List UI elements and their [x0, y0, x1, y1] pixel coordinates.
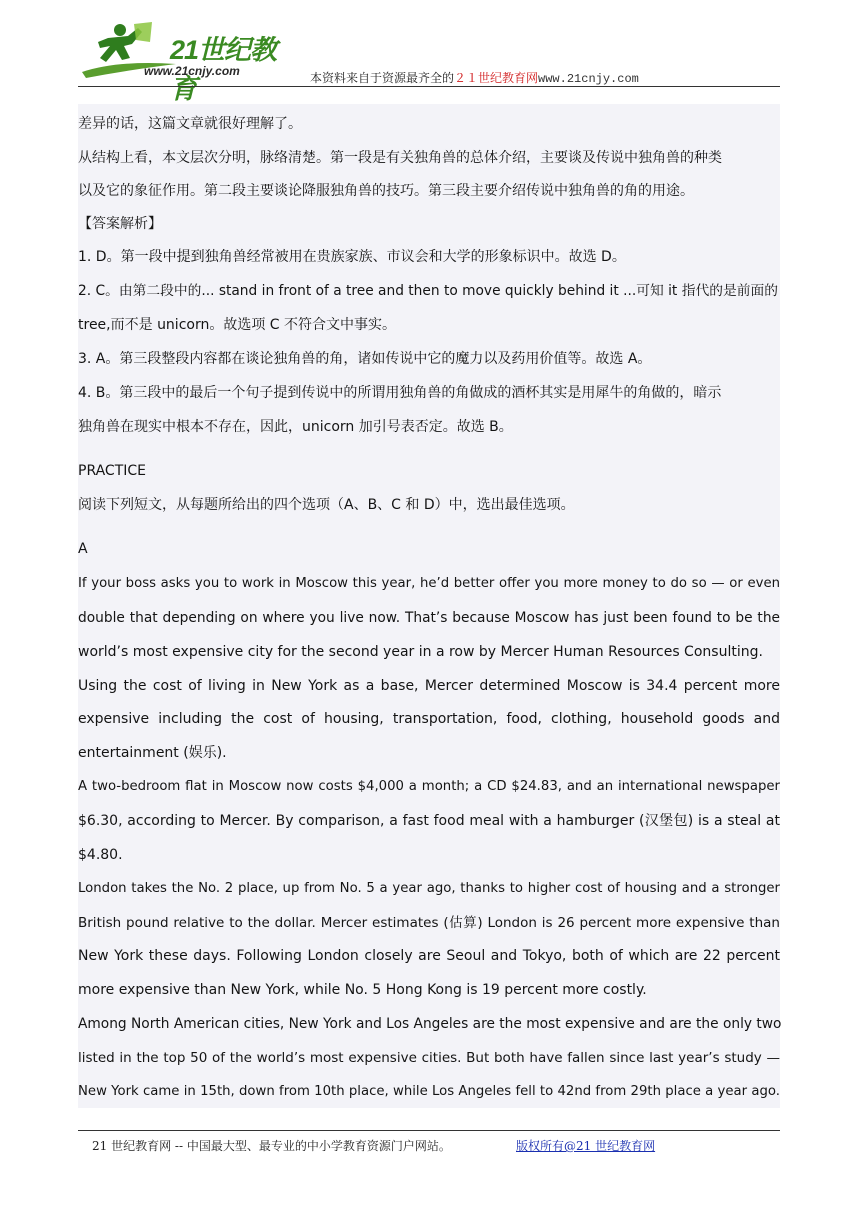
text-line: tree,而不是 unicorn。故选项 C 不符合文中事实。: [78, 317, 397, 333]
passage-line: New York these days. Following London closely are Seoul and Tokyo, both of which are 22 percent: [78, 948, 780, 964]
passage-line: listed in the top 50 of the world’s most expensive cities. But both have fallen since last year’s study —: [78, 1050, 780, 1066]
page-header: [78, 20, 780, 104]
passage-line: $4.80.: [78, 847, 123, 863]
header-divider: [78, 86, 780, 87]
passage-line: entertainment (娱乐).: [78, 745, 227, 761]
site-logo[interactable]: [78, 20, 288, 104]
passage-line: New York came in 15th, down from 10th place, while Los Angeles fell to 42nd from 29th place a year ago.: [78, 1084, 780, 1099]
text-line: 以及它的象征作用。第二段主要谈论降服独角兽的技巧。第三段主要介绍传说中独角兽的角的用途。: [78, 183, 694, 199]
header-site-url[interactable]: www.21cnjy.com: [538, 72, 639, 86]
footer-divider: [78, 1130, 780, 1131]
passage-line: London takes the No. 2 place, up from No. 5 a year ago, thanks to higher cost of housing and a stronger: [78, 881, 780, 896]
passage-line: expensive including the cost of housing, transportation, food, clothing, household goods and: [78, 711, 780, 727]
passage-line: Using the cost of living in New York as a base, Mercer determined Moscow is 34.4 percent more: [78, 678, 780, 694]
document-body: [78, 104, 780, 1108]
text-line: 从结构上看，本文层次分明，脉络清楚。第一段是有关独角兽的总体介绍，主要谈及传说中独角兽的种类: [78, 150, 722, 166]
practice-heading: PRACTICE: [78, 463, 147, 479]
passage-line: world’s most expensive city for the second year in a row by Mercer Human Resources Consulting.: [78, 644, 763, 660]
copyright-link[interactable]: 版权所有@21 世纪教育网: [516, 1139, 656, 1153]
passage-line: British pound relative to the dollar. Mercer estimates (估算) London is 26 percent more expensive than: [78, 915, 780, 931]
header-site-name: ２１世纪教育网: [454, 71, 539, 85]
text-line: 3. A。第三段整段内容都在谈论独角兽的角，诸如传说中它的魔力以及药用价值等。故选 A。: [78, 351, 652, 367]
passage-label: A: [78, 541, 88, 557]
passage-line: $6.30, according to Mercer. By comparison, a fast food meal with a hamburger (汉堡包) is a steal at: [78, 813, 780, 829]
instruction-line: 阅读下列短文，从每题所给出的四个选项（A、B、C 和 D）中，选出最佳选项。: [78, 497, 575, 513]
text-line: 差异的话，这篇文章就很好理解了。: [78, 116, 302, 132]
logo-url: www.21cnjy.com: [144, 64, 240, 78]
passage-line: A two-bedroom flat in Moscow now costs $4,000 a month; a CD $24.83, and an international newspaper: [78, 779, 780, 794]
section-heading: 【答案解析】: [78, 216, 162, 232]
logo-text: 21世纪教育: [170, 35, 277, 104]
footer-text: 21 世纪教育网 -- 中国最大型、最专业的中小学教育资源门户网站。: [92, 1139, 451, 1153]
passage-line: double that depending on where you live now. That’s because Moscow has just been found to be the: [78, 610, 780, 626]
passage-line: Among North American cities, New York and Los Angeles are the most expensive and are the only two: [78, 1016, 782, 1032]
text-line: 1. D。第一段中提到独角兽经常被用在贵族家族、市议会和大学的形象标识中。故选 D。: [78, 249, 626, 265]
text-line: 4. B。第三段中的最后一个句子提到传说中的所谓用独角兽的角做成的酒杯其实是用犀牛的角做的，暗示: [78, 385, 722, 401]
header-note-prefix: 本资料来自于资源最齐全的: [310, 71, 455, 85]
passage-line: more expensive than New York, while No. 5 Hong Kong is 19 percent more costly.: [78, 982, 647, 998]
text-line: 2. C。由第二段中的... stand in front of a tree and then to move quickly behind it ...可知 it 指代的是前面的: [78, 283, 778, 299]
passage-line: If your boss asks you to work in Moscow this year, he’d better offer you more money to do so — or even: [78, 576, 780, 591]
text-line: 独角兽在现实中根本不存在，因此，unicorn 加引号表否定。故选 B。: [78, 419, 513, 435]
header-note: [310, 69, 639, 86]
